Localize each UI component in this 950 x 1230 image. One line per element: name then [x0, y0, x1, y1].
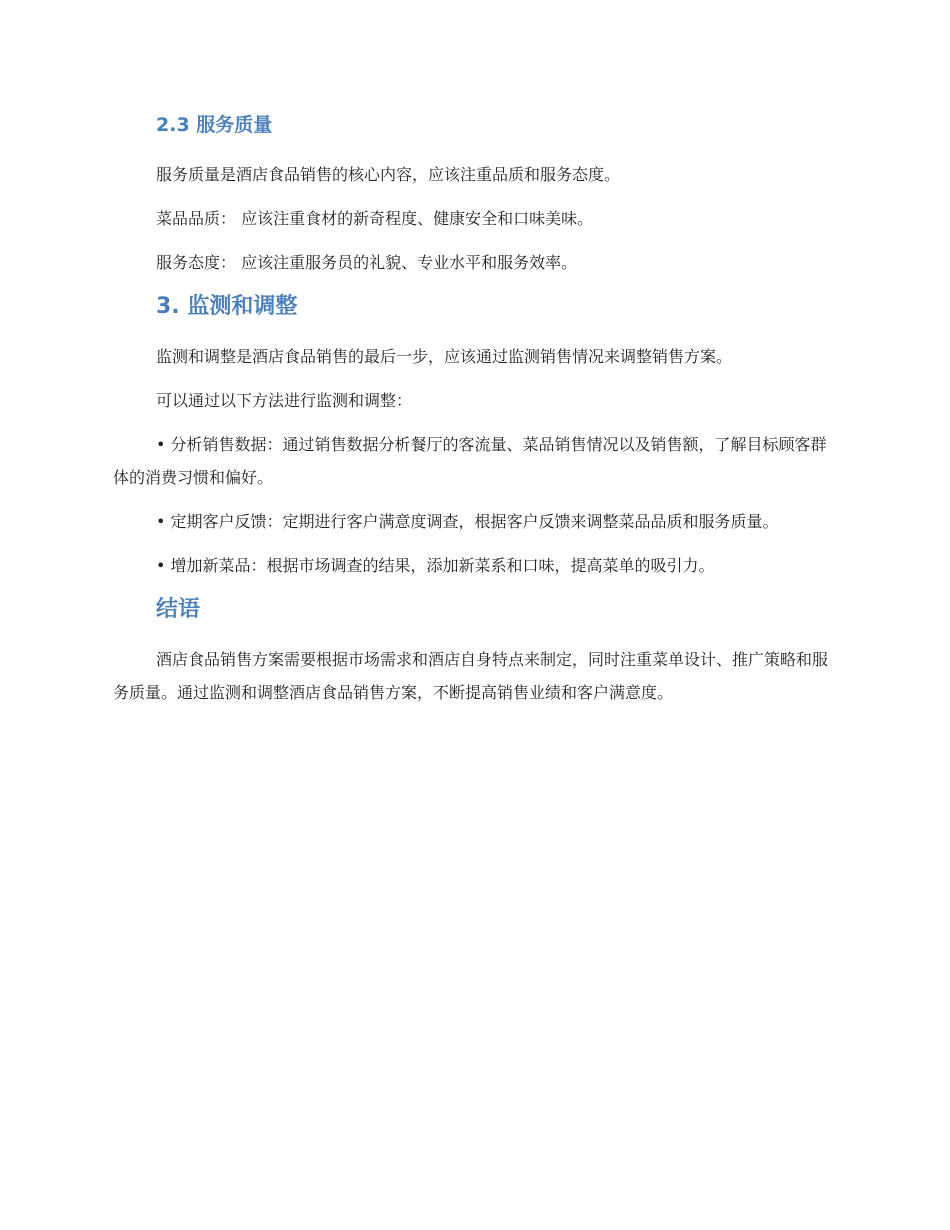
paragraph-service-quality-intro: 服务质量是酒店食品销售的核心内容，应该注重品质和服务态度。: [156, 165, 621, 184]
section-heading-conclusion: 结语: [156, 597, 201, 622]
paragraph-monitoring-lead: 可以通过以下方法进行监测和调整：: [156, 391, 413, 410]
bullet-new-dishes: • 增加新菜品：根据市场调查的结果，添加新菜系和口味，提高菜单的吸引力。: [156, 556, 715, 575]
paragraph-dish-quality: 菜品品质： 应该注重食材的新奇程度、健康安全和口味美味。: [156, 209, 594, 228]
section-heading-monitoring: 3. 监测和调整: [156, 294, 298, 319]
section-heading-service-quality: 2.3 服务质量: [156, 114, 273, 136]
document-page: [113, 108, 839, 720]
paragraph-conclusion: 酒店食品销售方案需要根据市场需求和酒店自身特点来制定，同时注重菜单设计、推广策略和服务质量。通过监测和调整酒店食品销售方案，不断提高销售业绩和客户满意度。: [113, 650, 829, 702]
paragraph-service-attitude: 服务态度： 应该注重服务员的礼貌、专业水平和服务效率。: [156, 253, 578, 272]
paragraph-monitoring-intro: 监测和调整是酒店食品销售的最后一步，应该通过监测销售情况来调整销售方案。: [156, 347, 733, 366]
bullet-customer-feedback: • 定期客户反馈：定期进行客户满意度调查，根据客户反馈来调整菜品品质和服务质量。: [156, 512, 779, 531]
bullet-sales-analysis: • 分析销售数据：通过销售数据分析餐厅的客流量、菜品销售情况以及销售额，了解目标顾客群体的消费习惯和偏好。: [113, 435, 827, 487]
